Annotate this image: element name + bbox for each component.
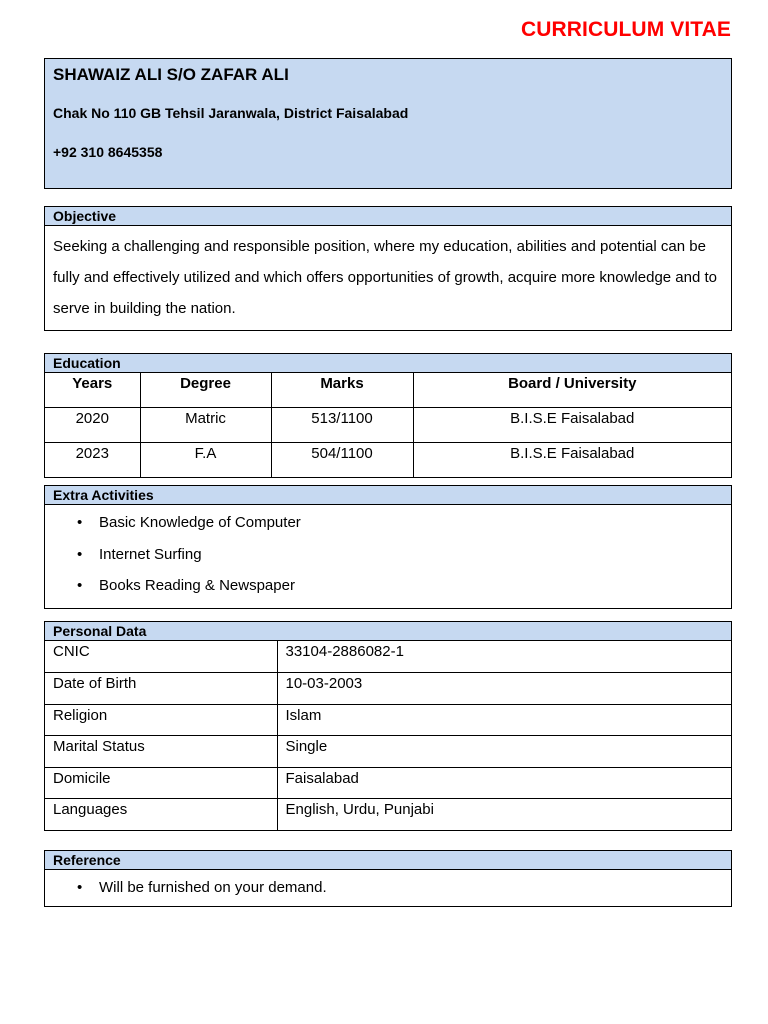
personal-data-section xyxy=(44,621,732,831)
table-cell: B.I.S.E Faisalabad xyxy=(413,443,731,478)
column-header: Degree xyxy=(140,373,271,408)
field-value: 10-03-2003 xyxy=(277,673,731,705)
table-row xyxy=(45,767,731,799)
field-label: Languages xyxy=(45,799,277,831)
column-header: Board / University xyxy=(413,373,731,408)
field-value: Single xyxy=(277,736,731,768)
field-label: CNIC xyxy=(45,641,277,673)
table-row xyxy=(45,443,731,478)
table-row xyxy=(45,704,731,736)
table-cell: F.A xyxy=(140,443,271,478)
table-cell: 513/1100 xyxy=(271,408,413,443)
document-title: CURRICULUM VITAE xyxy=(520,18,731,41)
field-value: Islam xyxy=(277,704,731,736)
education-table xyxy=(45,373,731,477)
table-header-row xyxy=(45,373,731,408)
table-row xyxy=(45,799,731,831)
personal-data-table xyxy=(45,641,731,830)
table-row xyxy=(45,408,731,443)
candidate-address: Chak No 110 GB Tehsil Jaranwala, District Faisalabad xyxy=(53,105,409,121)
reference-section xyxy=(44,850,732,907)
list-item: • Books Reading & Newspaper xyxy=(99,570,731,602)
field-value: Faisalabad xyxy=(277,767,731,799)
objective-section xyxy=(44,206,732,331)
education-heading: Education xyxy=(45,354,731,373)
table-row xyxy=(45,736,731,768)
table-cell: 2023 xyxy=(45,443,140,478)
field-label: Date of Birth xyxy=(45,673,277,705)
reference-list xyxy=(45,870,731,906)
extra-activities-heading: Extra Activities xyxy=(45,486,731,505)
list-item: • Will be furnished on your demand. xyxy=(99,872,731,904)
candidate-name: SHAWAIZ ALI S/O ZAFAR ALI xyxy=(53,65,289,84)
objective-text: Seeking a challenging and responsible position, where my education, abilities and potential can be fully and effectively utilized and which offers opportunities of growth, acquire more knowledge and to serve in building the nation. xyxy=(53,238,717,317)
list-item: • Internet Surfing xyxy=(99,539,731,571)
education-section xyxy=(44,353,732,478)
personal-data-heading: Personal Data xyxy=(45,622,731,641)
table-row xyxy=(45,673,731,705)
extra-activities-list xyxy=(45,505,731,608)
column-header: Marks xyxy=(271,373,413,408)
table-cell: 2020 xyxy=(45,408,140,443)
field-label: Marital Status xyxy=(45,736,277,768)
column-header: Years xyxy=(45,373,140,408)
field-label: Domicile xyxy=(45,767,277,799)
reference-heading: Reference xyxy=(45,851,731,870)
field-value: English, Urdu, Punjabi xyxy=(277,799,731,831)
field-value: 33104-2886082-1 xyxy=(277,641,731,673)
header-box xyxy=(44,58,732,189)
table-row xyxy=(45,641,731,673)
field-label: Religion xyxy=(45,704,277,736)
table-cell: 504/1100 xyxy=(271,443,413,478)
list-item: • Basic Knowledge of Computer xyxy=(99,507,731,539)
table-cell: Matric xyxy=(140,408,271,443)
candidate-phone: +92 310 8645358 xyxy=(53,144,163,160)
objective-heading: Objective xyxy=(45,207,731,226)
table-cell: B.I.S.E Faisalabad xyxy=(413,408,731,443)
extra-activities-section xyxy=(44,485,732,609)
